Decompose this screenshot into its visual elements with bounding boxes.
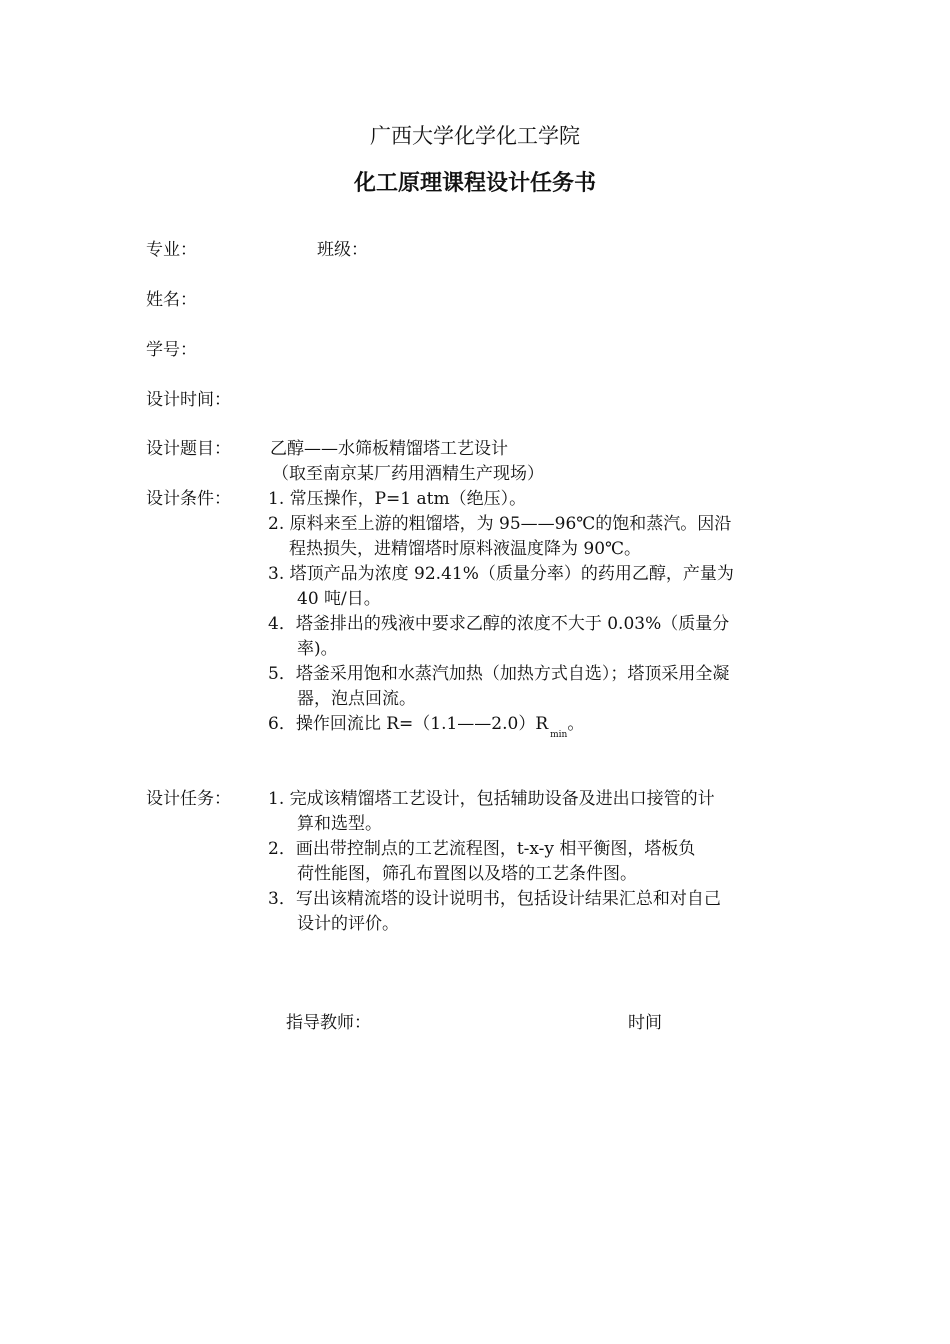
condition-item-4-line-1: 4．塔釜排出的残液中要求乙醇的浓度不大于 0.03%（质量分 <box>268 614 730 634</box>
condition-item-1: 1. 常压操作，P=1 atm（绝压）。 <box>268 489 527 509</box>
design-conditions-label: 设计条件： <box>146 489 231 509</box>
reflux-ratio-end: 。 <box>567 714 585 734</box>
design-topic-source: （取至南京某厂药用酒精生产现场） <box>272 464 544 484</box>
task-item-3-line-2: 设计的评价。 <box>297 914 399 934</box>
reflux-ratio-subscript: min <box>550 730 568 740</box>
design-tasks-label: 设计任务： <box>146 789 231 809</box>
condition-item-4-line-2: 率)。 <box>297 639 338 659</box>
student-id-label: 学号： <box>146 340 197 360</box>
task-item-2-line-1: 2．画出带控制点的工艺流程图，t-x-y 相平衡图，塔板负 <box>268 839 696 859</box>
condition-item-5-line-1: 5．塔釜采用饱和水蒸汽加热（加热方式自选）；塔顶采用全凝 <box>268 664 730 684</box>
condition-item-2-line-1: 2. 原料来至上游的粗馏塔，为 95——96℃的饱和蒸汽。因沿 <box>268 514 732 534</box>
design-topic-label: 设计题目： <box>146 439 231 459</box>
document-title: 化工原理课程设计任务书 <box>353 171 596 196</box>
condition-item-5-line-2: 器，泡点回流。 <box>297 689 416 709</box>
task-item-1-line-1: 1. 完成该精馏塔工艺设计，包括辅助设备及进出口接管的计 <box>268 789 715 809</box>
task-item-3-line-1: 3．写出该精流塔的设计说明书，包括设计结果汇总和对自己 <box>268 889 721 909</box>
task-item-1-line-2: 算和选型。 <box>297 814 382 834</box>
name-label: 姓名： <box>146 290 197 310</box>
design-topic-title: 乙醇——水筛板精馏塔工艺设计 <box>270 439 508 459</box>
supervisor-label: 指导教师： <box>286 1013 371 1033</box>
condition-item-3-line-1: 3. 塔顶产品为浓度 92.41%（质量分率）的药用乙醇，产量为 <box>268 564 734 584</box>
institution-title: 广西大学化学化工学院 <box>370 124 580 148</box>
task-item-2-line-2: 荷性能图，筛孔布置图以及塔的工艺条件图。 <box>297 864 637 884</box>
design-time-label: 设计时间： <box>146 390 231 410</box>
major-label: 专业： <box>146 240 197 260</box>
condition-item-6 <box>268 712 584 739</box>
reflux-ratio-text: 6．操作回流比 R=（1.1——2.0）R <box>268 714 549 734</box>
time-label: 时间 <box>628 1013 662 1033</box>
condition-item-3-line-2: 40 吨/日。 <box>297 589 381 609</box>
class-label: 班级： <box>317 240 368 260</box>
condition-item-2-line-2: 程热损失，进精馏塔时原料液温度降为 90℃。 <box>289 539 642 559</box>
